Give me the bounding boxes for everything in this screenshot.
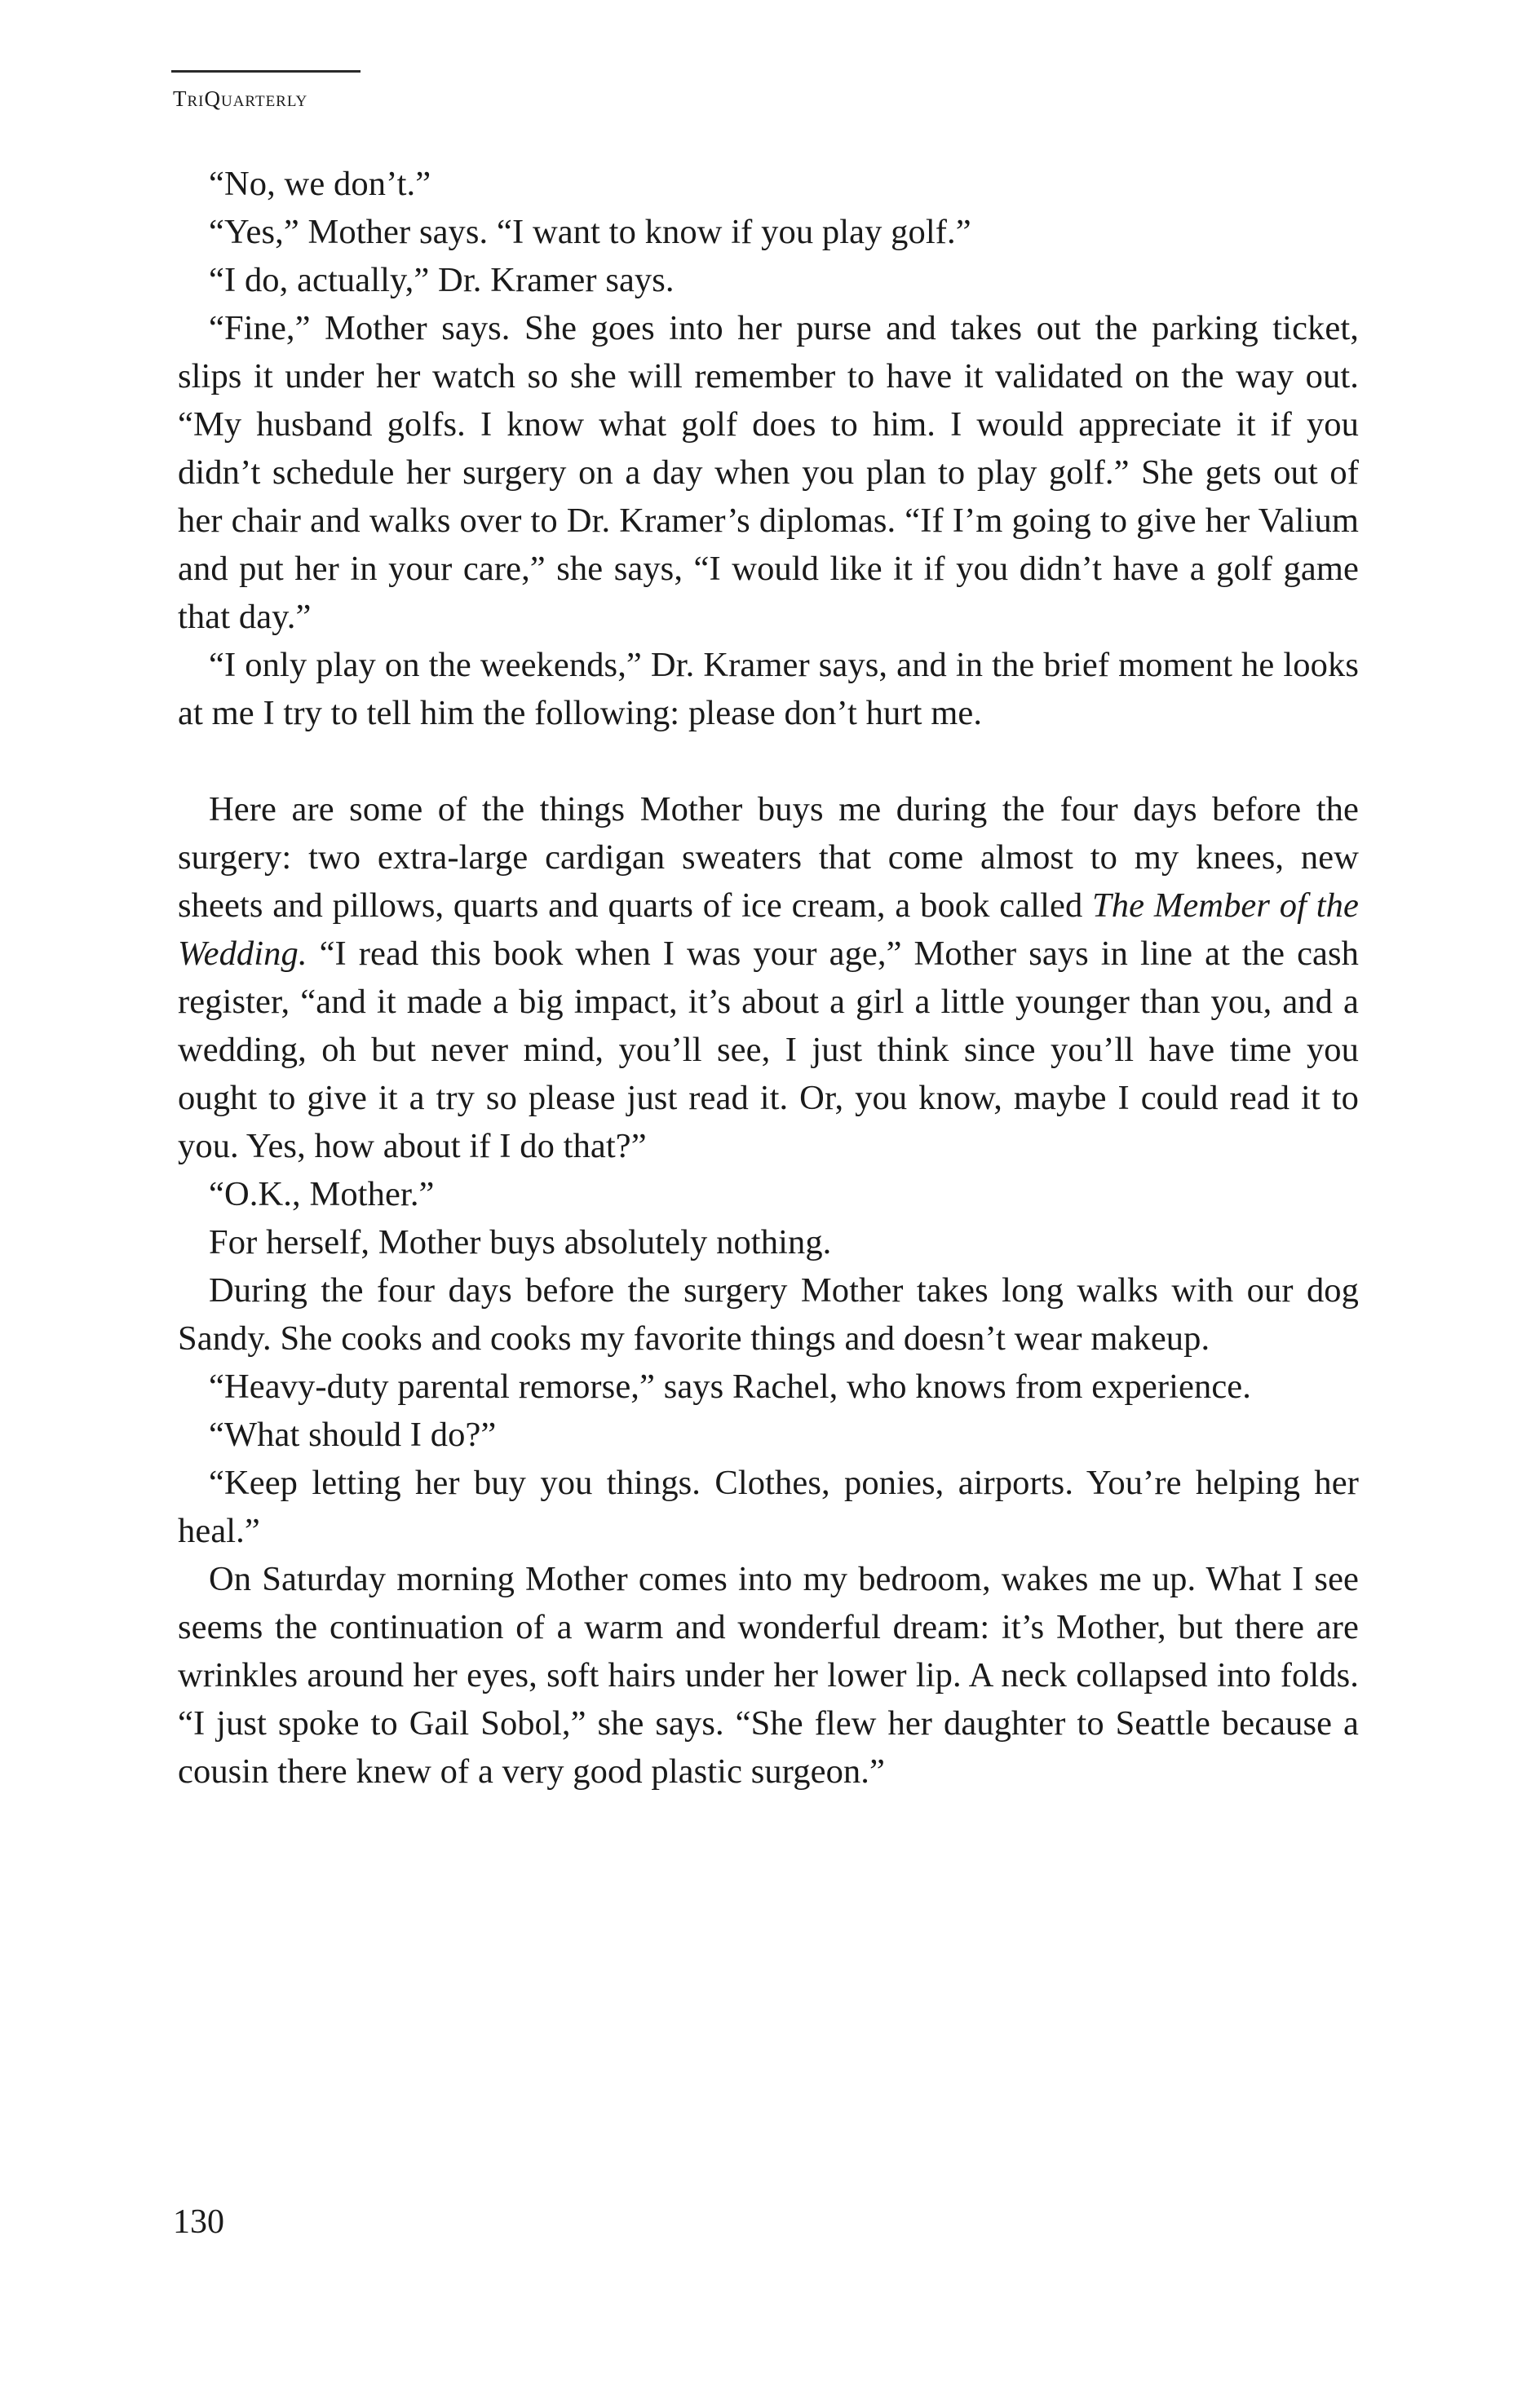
paragraph: “Heavy-duty parental remorse,” says Rachel, who knows from experience. xyxy=(209,1367,1251,1406)
paragraph: During the four days before the surgery Mother takes long walks with our dog Sandy. She cooks and cooks my favorite things and doesn’t wear makeup. xyxy=(178,1271,1359,1358)
header-rule xyxy=(171,70,361,73)
paragraph: On Saturday morning Mother comes into my bedroom, wakes me up. What I see seems the continuation of a warm and wonderful dream: it’s Mother, but there are wrinkles around her eyes, soft hairs under her lower lip. A neck collapsed into folds. “I just spoke to Gail Sobol,” she says. “She flew her daughter to Seattle because a cousin there knew of a very good plastic surgeon.” xyxy=(178,1560,1359,1791)
page-number: 130 xyxy=(173,2203,224,2241)
paragraph: “No, we don’t.” xyxy=(209,165,431,203)
book-title: The Member of the Wedding. xyxy=(178,886,1359,973)
paragraph: “I do, actually,” Dr. Kramer says. xyxy=(209,261,675,299)
paragraph-text: Here are some of the things Mother buys me during the four days before the surgery: two extra-large cardigan sweaters that come almost to my knees, new sheets and pillows, quarts and quarts of ice cream, a book called xyxy=(178,790,1359,925)
paragraph: “Fine,” Mother says. She goes into her purse and takes out the parking ticket, slips it under her watch so she will remember to have it validated on the way out. “My husband golfs. I know what golf does to him. I would appreciate it if you didn’t schedule her surgery on a day when you plan to play golf.” She gets out of her chair and walks over to Dr. Kramer’s diplomas. “If I’m going to give her Valium and put her in your care,” she says, “I would like it if you didn’t have a golf game that day.” xyxy=(178,309,1359,636)
paragraph: “What should I do?” xyxy=(209,1416,497,1454)
paragraph: “O.K., Mother.” xyxy=(209,1175,435,1213)
body-text xyxy=(178,160,1359,1796)
paragraph-text: “I read this book when I was your age,” Mother says in line at the cash register, “and it made a big impact, it’s about a girl a little younger than you, and a wedding, oh but never mind, you’ll see, I just think since you’ll have time you ought to give it a try so please just read it. Or, you know, maybe I could read it to you. Yes, how about if I do that?” xyxy=(178,934,1359,1165)
paragraph: “Keep letting her buy you things. Clothes, ponies, airports. You’re helping her heal.” xyxy=(178,1464,1359,1550)
paragraph: “Yes,” Mother says. “I want to know if you play golf.” xyxy=(209,213,971,251)
section-start-paragraph xyxy=(178,785,1359,1170)
paragraph: For herself, Mother buys absolutely nothing. xyxy=(209,1223,832,1261)
running-head: TriQuarterly xyxy=(173,86,308,111)
paragraph: “I only play on the weekends,” Dr. Kramer says, and in the brief moment he looks at me I try to tell him the following: please don’t hurt me. xyxy=(178,646,1359,732)
